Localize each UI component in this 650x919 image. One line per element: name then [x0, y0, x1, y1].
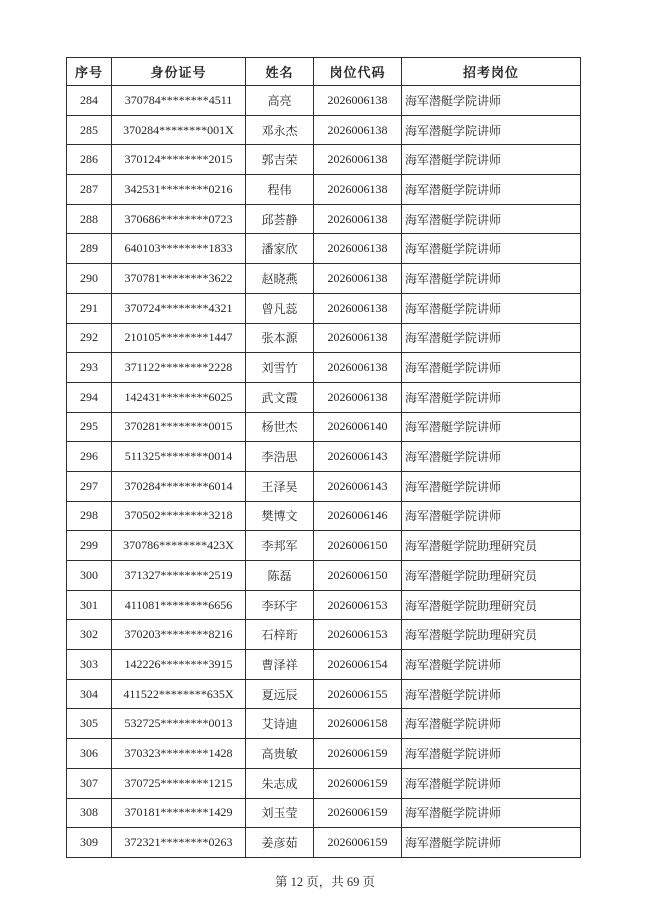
cell-job-code: 2026006153 [314, 620, 402, 650]
cell-index: 286 [67, 145, 112, 175]
table-row [67, 234, 581, 264]
cell-index: 294 [67, 382, 112, 412]
cell-job: 海军潜艇学院助理研究员 [402, 531, 581, 561]
page-number: 第 12 页，共 69 页 [274, 875, 375, 889]
cell-id-number: 370786********423X [112, 531, 246, 561]
cell-name: 高贵敏 [246, 739, 314, 769]
cell-id-number: 370781********3622 [112, 264, 246, 294]
cell-job-code: 2026006158 [314, 709, 402, 739]
table-row [67, 115, 581, 145]
cell-job: 海军潜艇学院讲师 [402, 442, 581, 472]
cell-index: 309 [67, 828, 112, 858]
table-row [67, 739, 581, 769]
cell-name: 程伟 [246, 175, 314, 205]
cell-index: 308 [67, 798, 112, 828]
cell-name: 赵晓燕 [246, 264, 314, 294]
cell-index: 292 [67, 323, 112, 353]
cell-job: 海军潜艇学院讲师 [402, 234, 581, 264]
cell-index: 299 [67, 531, 112, 561]
cell-job-code: 2026006138 [314, 323, 402, 353]
table-header-row [67, 58, 581, 86]
cell-name: 刘雪竹 [246, 353, 314, 383]
table-row [67, 620, 581, 650]
cell-index: 302 [67, 620, 112, 650]
table-row [67, 412, 581, 442]
cell-id-number: 370124********2015 [112, 145, 246, 175]
cell-name: 李环宇 [246, 590, 314, 620]
cell-job: 海军潜艇学院讲师 [402, 323, 581, 353]
cell-job: 海军潜艇学院讲师 [402, 471, 581, 501]
cell-id-number: 371122********2228 [112, 353, 246, 383]
cell-job: 海军潜艇学院讲师 [402, 650, 581, 680]
cell-id-number: 370686********0723 [112, 204, 246, 234]
cell-job-code: 2026006150 [314, 531, 402, 561]
cell-index: 305 [67, 709, 112, 739]
column-header-index: 序号 [67, 58, 112, 86]
cell-job-code: 2026006138 [314, 264, 402, 294]
cell-job-code: 2026006138 [314, 353, 402, 383]
cell-id-number: 370724********4321 [112, 293, 246, 323]
cell-name: 高亮 [246, 86, 314, 116]
cell-name: 王泽昊 [246, 471, 314, 501]
cell-job-code: 2026006146 [314, 501, 402, 531]
cell-index: 303 [67, 650, 112, 680]
cell-name: 曹泽祥 [246, 650, 314, 680]
cell-id-number: 210105********1447 [112, 323, 246, 353]
cell-job-code: 2026006138 [314, 293, 402, 323]
cell-id-number: 371327********2519 [112, 561, 246, 591]
cell-index: 296 [67, 442, 112, 472]
cell-job: 海军潜艇学院讲师 [402, 86, 581, 116]
table-row [67, 650, 581, 680]
cell-name: 邱荟静 [246, 204, 314, 234]
cell-job-code: 2026006159 [314, 768, 402, 798]
cell-id-number: 372321********0263 [112, 828, 246, 858]
cell-id-number: 142431********6025 [112, 382, 246, 412]
cell-name: 陈磊 [246, 561, 314, 591]
cell-id-number: 370784********4511 [112, 86, 246, 116]
cell-index: 289 [67, 234, 112, 264]
cell-id-number: 370323********1428 [112, 739, 246, 769]
cell-job: 海军潜艇学院讲师 [402, 768, 581, 798]
cell-job: 海军潜艇学院助理研究员 [402, 620, 581, 650]
cell-job-code: 2026006138 [314, 175, 402, 205]
cell-job: 海军潜艇学院讲师 [402, 709, 581, 739]
cell-id-number: 370284********6014 [112, 471, 246, 501]
cell-job-code: 2026006154 [314, 650, 402, 680]
cell-job: 海军潜艇学院助理研究员 [402, 590, 581, 620]
cell-job-code: 2026006150 [314, 561, 402, 591]
cell-name: 杨世杰 [246, 412, 314, 442]
table-row [67, 204, 581, 234]
table-row [67, 175, 581, 205]
cell-index: 284 [67, 86, 112, 116]
cell-index: 307 [67, 768, 112, 798]
cell-id-number: 142226********3915 [112, 650, 246, 680]
cell-name: 艾诗迪 [246, 709, 314, 739]
cell-job-code: 2026006143 [314, 471, 402, 501]
table-row [67, 471, 581, 501]
cell-job-code: 2026006138 [314, 86, 402, 116]
cell-id-number: 370284********001X [112, 115, 246, 145]
cell-job: 海军潜艇学院助理研究员 [402, 561, 581, 591]
cell-id-number: 370502********3218 [112, 501, 246, 531]
cell-job: 海军潜艇学院讲师 [402, 828, 581, 858]
cell-id-number: 370281********0015 [112, 412, 246, 442]
cell-name: 郭吉荣 [246, 145, 314, 175]
cell-job-code: 2026006143 [314, 442, 402, 472]
cell-job: 海军潜艇学院讲师 [402, 382, 581, 412]
table-row [67, 531, 581, 561]
cell-name: 李邦军 [246, 531, 314, 561]
table-row [67, 145, 581, 175]
cell-name: 姜彦茹 [246, 828, 314, 858]
table-row [67, 353, 581, 383]
cell-job-code: 2026006159 [314, 828, 402, 858]
table-row [67, 382, 581, 412]
column-header-id-number: 身份证号 [112, 58, 246, 86]
recruitment-roster-table [66, 57, 581, 858]
cell-job-code: 2026006140 [314, 412, 402, 442]
cell-index: 288 [67, 204, 112, 234]
cell-job: 海军潜艇学院讲师 [402, 412, 581, 442]
table-row [67, 86, 581, 116]
table-row [67, 709, 581, 739]
cell-name: 朱志成 [246, 768, 314, 798]
cell-index: 285 [67, 115, 112, 145]
table-row [67, 828, 581, 858]
cell-id-number: 532725********0013 [112, 709, 246, 739]
cell-index: 295 [67, 412, 112, 442]
cell-index: 290 [67, 264, 112, 294]
cell-index: 291 [67, 293, 112, 323]
cell-name: 武文霞 [246, 382, 314, 412]
cell-id-number: 411522********635X [112, 679, 246, 709]
table-row [67, 798, 581, 828]
cell-name: 李浩思 [246, 442, 314, 472]
cell-job: 海军潜艇学院讲师 [402, 293, 581, 323]
cell-job: 海军潜艇学院讲师 [402, 798, 581, 828]
cell-job: 海军潜艇学院讲师 [402, 353, 581, 383]
cell-index: 297 [67, 471, 112, 501]
cell-id-number: 640103********1833 [112, 234, 246, 264]
table-row [67, 561, 581, 591]
cell-job-code: 2026006159 [314, 739, 402, 769]
table-row [67, 590, 581, 620]
cell-index: 306 [67, 739, 112, 769]
cell-job: 海军潜艇学院讲师 [402, 145, 581, 175]
cell-job-code: 2026006138 [314, 382, 402, 412]
cell-id-number: 370181********1429 [112, 798, 246, 828]
cell-index: 298 [67, 501, 112, 531]
cell-job-code: 2026006138 [314, 115, 402, 145]
cell-job-code: 2026006155 [314, 679, 402, 709]
cell-index: 301 [67, 590, 112, 620]
table-body [67, 86, 581, 858]
cell-id-number: 370725********1215 [112, 768, 246, 798]
cell-index: 293 [67, 353, 112, 383]
table-row [67, 679, 581, 709]
cell-id-number: 411081********6656 [112, 590, 246, 620]
column-header-job-code: 岗位代码 [314, 58, 402, 86]
cell-job-code: 2026006159 [314, 798, 402, 828]
table-row [67, 264, 581, 294]
cell-name: 石梓珩 [246, 620, 314, 650]
cell-job: 海军潜艇学院讲师 [402, 501, 581, 531]
cell-name: 刘玉莹 [246, 798, 314, 828]
cell-job: 海军潜艇学院讲师 [402, 115, 581, 145]
cell-job-code: 2026006138 [314, 204, 402, 234]
column-header-name: 姓名 [246, 58, 314, 86]
table-row [67, 442, 581, 472]
table-row [67, 323, 581, 353]
cell-name: 邓永杰 [246, 115, 314, 145]
cell-index: 304 [67, 679, 112, 709]
cell-name: 张本源 [246, 323, 314, 353]
cell-id-number: 370203********8216 [112, 620, 246, 650]
table-row [67, 768, 581, 798]
column-header-job-title: 招考岗位 [402, 58, 581, 86]
cell-job: 海军潜艇学院讲师 [402, 739, 581, 769]
table-row [67, 293, 581, 323]
cell-id-number: 511325********0014 [112, 442, 246, 472]
table-row [67, 501, 581, 531]
cell-index: 300 [67, 561, 112, 591]
cell-name: 樊博文 [246, 501, 314, 531]
cell-job: 海军潜艇学院讲师 [402, 204, 581, 234]
cell-name: 曾凡蕊 [246, 293, 314, 323]
cell-name: 夏远辰 [246, 679, 314, 709]
cell-index: 287 [67, 175, 112, 205]
cell-job: 海军潜艇学院讲师 [402, 679, 581, 709]
cell-id-number: 342531********0216 [112, 175, 246, 205]
cell-job: 海军潜艇学院讲师 [402, 264, 581, 294]
cell-job-code: 2026006138 [314, 145, 402, 175]
cell-job-code: 2026006138 [314, 234, 402, 264]
cell-name: 潘家欣 [246, 234, 314, 264]
cell-job: 海军潜艇学院讲师 [402, 175, 581, 205]
cell-job-code: 2026006153 [314, 590, 402, 620]
